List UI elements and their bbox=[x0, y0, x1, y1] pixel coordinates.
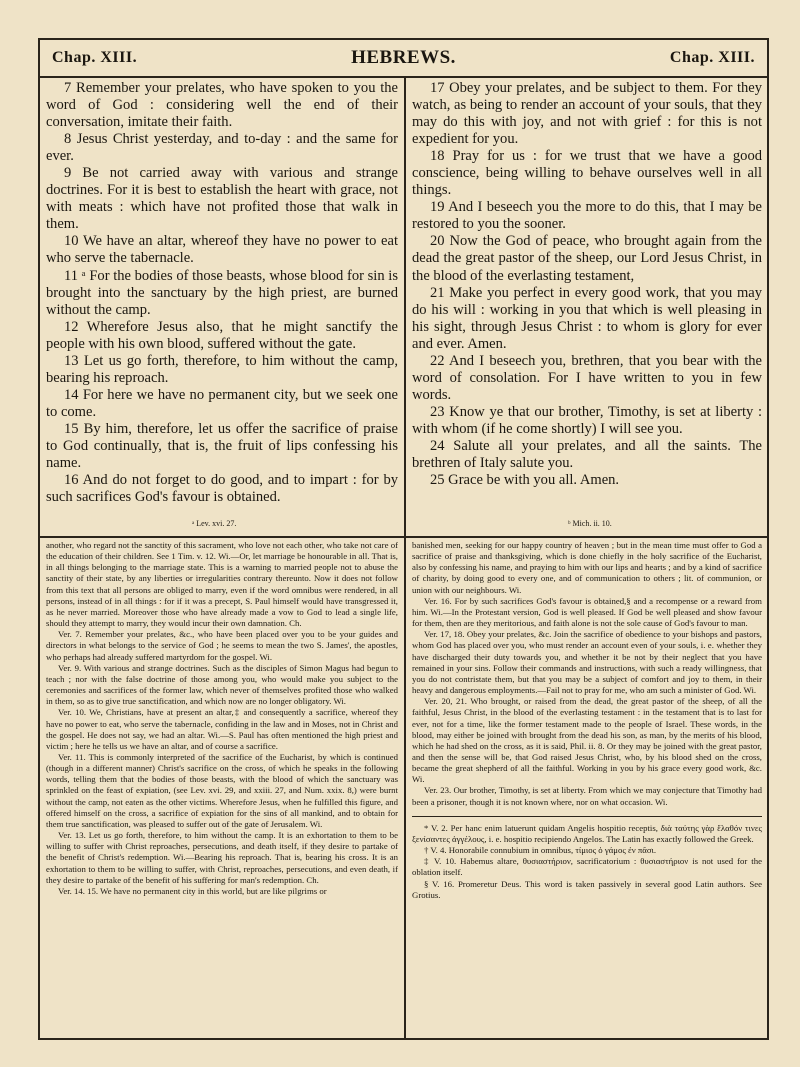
verse: 14 For here we have no permanent city, but we seek one to come. bbox=[46, 386, 398, 420]
column-divider bbox=[404, 76, 406, 1038]
textual-note: ‡ V. 10. Habemus altare, θυσιαστήριον, sacrificatorium : θυσιαστήριον is not used for the oblation itself. bbox=[412, 856, 762, 878]
commentary-paragraph: banished men, seeking for our happy country of heaven ; but in the mean time must offer to God a sacrifice of praise and thanksgiving, which is done chiefly in the holy sacrifice of the Eucharist, also by confessing his name, and praying to him with our lips and hearts ; and by a kind of sacrifice of charity, by doing good to every one, and of communication to others ; lit. of communion, or union with our neighbours. Wi. bbox=[412, 540, 762, 595]
verse: 20 Now the God of peace, who brought again from the dead the great pastor of the sheep, our Lord Jesus Christ, in the blood of the everlasting testament, bbox=[412, 233, 762, 284]
textual-notes bbox=[412, 823, 762, 901]
verse: 18 Pray for us : for we trust that we have a good conscience, being willing to behave ourselves well in all things. bbox=[412, 148, 762, 199]
notes-divider bbox=[412, 816, 762, 817]
commentary-paragraph: Ver. 20, 21. Who brought, or raised from the dead, the great pastor of the sheep, of all the faithful, Jesus Christ, in the blood of the everlasting testament : in the testament that is to last for ever, not for a time, like the former testament made to the people of Israel. These words, in the blood, may either be joined with brought from the dead his son, as man, by the merits of his blood, which he had shed on the cross, as it is said, Phil. ii. 8. Or they may be joined with the great pastor, and then the sense will be, that God raised Jesus Christ, who, by his blood shed on the cross, became the great shepherd of all the faithful. Working in you by his grace every good work, &c. Wi. bbox=[412, 696, 762, 785]
verse: 25 Grace be with you all. Amen. bbox=[430, 472, 620, 489]
textual-note: * V. 2. Per hanc enim latuerunt quidam Angelis hospitio receptis, διὰ ταύτης γὰρ ἔλαθόν τινες ξενίσαντες ἀγγέλους, i. e. hospitio recipiendo Angelos. The Latin has exactly followed the Greek. bbox=[412, 822, 762, 844]
verse: 23 Know ye that our brother, Timothy, is set at liberty : with whom (if he come shortly) I will see you. bbox=[412, 403, 762, 437]
verses-left-column bbox=[46, 80, 398, 512]
commentary-paragraph: Ver. 11. This is commonly interpreted of the sacrifice of the Eucharist, by which is continued (though in a different manner) Christ's sacrifice on the cross, of which he speaks in the following words, telling them that the bodies of those beasts, with the blood of which the sanctuary was sprinkled on the feast of expiation, (see Lev. xvi. 29, and xxiii. 27, and Num. xxix. 8,) were burnt without the camp, not eaten as the other victims. Wherefore Jesus, when he fulfilled this figure, and offered himself on the cross, a sacrifice of expiation for the sins of all mankind, and to obtain for them true sanctification, was pleased to suffer out of the gate of Jerusalem. Wi. bbox=[46, 751, 398, 829]
verse: 9 Be not carried away with various and strange doctrines. For it is best to establish the heart with grace, not with meats : which have not profited those that walk in them. bbox=[46, 165, 398, 233]
verse: 19 And I beseech you the more to do this, that I may be restored to you the sooner. bbox=[412, 199, 762, 233]
verse: 10 We have an altar, whereof they have no power to eat who serve the tabernacle. bbox=[46, 233, 398, 267]
verse: 7 Remember your prelates, who have spoken to you the word of God : considering well the end of their conversation, imitate their faith. bbox=[46, 80, 398, 131]
commentary-paragraph: Ver. 7. Remember your prelates, &c., who have been placed over you to be your guides and directors in what belongs to the service of God ; he seems to mean the two S. James', the apostles, who perhaps had already suffered martyrdom for the gospel. Wi. bbox=[46, 629, 398, 662]
verse: 16 And do not forget to do good, and to impart : for by such sacrifices God's favour is obtained. bbox=[46, 472, 398, 506]
commentary-right-column bbox=[412, 540, 762, 1035]
verse: 22 And I beseech you, brethren, that you bear with the word of consolation. For I have written to you in few words. bbox=[412, 352, 762, 403]
verse: 8 Jesus Christ yesterday, and to-day : and the same for ever. bbox=[46, 131, 398, 165]
commentary-paragraph: Ver. 9. With various and strange doctrines. Such as the disciples of Simon Magus had begun to teach ; nor with the false doctrine of those among you, who would make you subject to the ceremonies and sacrifices of the former law, which never of themselves profited those who walked in them, so as to give true sanctification, and which now are no longer obligatory. Wi. bbox=[46, 662, 398, 707]
book-title: HEBREWS. bbox=[351, 47, 456, 68]
commentary-left-column bbox=[46, 540, 398, 1035]
commentary-paragraph: another, who regard not the sanctity of this sacrament, who love not each other, who take not care of the education of their children. See 1 Tim. v. 12. Wi.—Or, let marriage be honourable in all. That is, in all things belonging to the marriage state. This is a warning to married people not to abuse the sanctity of their state, by any liberties or irregularities contrary thereunto. Now it does not follow from this text that all persons are obliged to marry, even if the word omnibus were rendered, in all persons, instead of in all things : for if it was a precept, S. Paul himself would have transgressed it, as he never married. Moreover those who have already made a vow to God to lead a single life, should they attempt to marry, they would incur their own damnation. Ch. bbox=[46, 540, 398, 629]
commentary-paragraph: Ver. 17, 18. Obey your prelates, &c. Join the sacrifice of obedience to your bishops and pastors, whom God has placed over you, who must render an account even of your souls, i. e. whether they have discharged their duty towards you, and whether it be not by their neglect that you have remained in your sins. Follow their commands and instructions, with such a ready willingness, that you do not contristate them, but that you may be a subject of comfort and joy to them, in their heavy and dangerous employments.—Fail not to pray for me, who am such a minister of God. Wi. bbox=[412, 629, 762, 696]
commentary-paragraph: Ver. 14. 15. We have no permanent city in this world, but are like pilgrims or bbox=[58, 885, 327, 896]
verse: 21 Make you perfect in every good work, that you may do his will : working in you that which is well pleasing in his sight, through Jesus Christ : to whom is glory for ever and ever. Amen. bbox=[412, 284, 762, 352]
textual-note: § V. 16. Promeretur Deus. This word is taken passively in several good Latin authors. See Grotius. bbox=[412, 878, 762, 900]
verse: 17 Obey your prelates, and be subject to them. For they watch, as being to render an account of your souls, that they may do this with joy, and not with grief : for this is not expedient for you. bbox=[412, 80, 762, 148]
verse: 12 Wherefore Jesus also, that he might sanctify the people with his own blood, suffered without the gate. bbox=[46, 318, 398, 352]
footnote-ref-left: ᵃ Lev. xvi. 27. bbox=[192, 519, 237, 528]
page-frame bbox=[38, 38, 769, 1040]
verse: 15 By him, therefore, let us offer the sacrifice of praise to God continually, that is, the fruit of lips confessing his name. bbox=[46, 420, 398, 472]
commentary-paragraph: Ver. 23. Our brother, Timothy, is set at liberty. From which we may conjecture that Timothy had been a prisoner, though it is not known where, nor on what occasion. Wi. bbox=[412, 785, 762, 807]
chapter-label-left: Chap. XIII. bbox=[52, 49, 138, 66]
verse: 24 Salute all your prelates, and all the saints. The brethren of Italy salute you. bbox=[412, 437, 762, 472]
running-header bbox=[40, 40, 767, 78]
commentary-paragraph: Ver. 10. We, Christians, have at present an altar,‡ and consequently a sacrifice, whereof they have no power to eat, who serve the tabernacle, confiding in the law and in Moses, not in Christ and the gospel. He does not say, we had an altar. Wi.—S. Paul has often mentioned the high priest and victim ; here he tells us we have an altar, and of course a sacrifice. bbox=[46, 707, 398, 751]
footnote-ref-right: ᵇ Mich. ii. 10. bbox=[568, 519, 612, 528]
verse: 13 Let us go forth, therefore, to him without the camp, bearing his reproach. bbox=[46, 352, 398, 386]
verses-right-column bbox=[412, 80, 762, 512]
verse: 11 ᵃ For the bodies of those beasts, whose blood for sin is brought into the sanctuary by the high priest, are burned without the camp. bbox=[46, 267, 398, 318]
footnote-reference-row bbox=[40, 516, 767, 538]
commentary-paragraph: Ver. 13. Let us go forth, therefore, to him without the camp. It is an exhortation to them to be willing to suffer with Christ reproaches, persecutions, and death itself, if they desire to partake of the benefit of Christ's redemption. Wi.—Bearing his reproach. That is, bearing his cross. It is an exhortation to them to be willing to suffer, with Christ, reproaches, persecutions, and even death, if they desire to partake of the benefit of his suffering for man's redemption. Ch. bbox=[46, 830, 398, 885]
chapter-label-right: Chap. XIII. bbox=[669, 49, 755, 66]
textual-note: † V. 4. Honorabile connubium in omnibus, τίμιος ὁ γάμος ἐν πᾶσι. bbox=[424, 845, 657, 856]
commentary-paragraph: Ver. 16. For by such sacrifices God's favour is obtained,§ and a recompense or a reward from him. Wi.—In the Protestant version, God is well pleased. If God be well pleased and show favour for them, then are they meritorious, and faith alone is not the sole cause of God's favour to man. bbox=[412, 595, 762, 629]
